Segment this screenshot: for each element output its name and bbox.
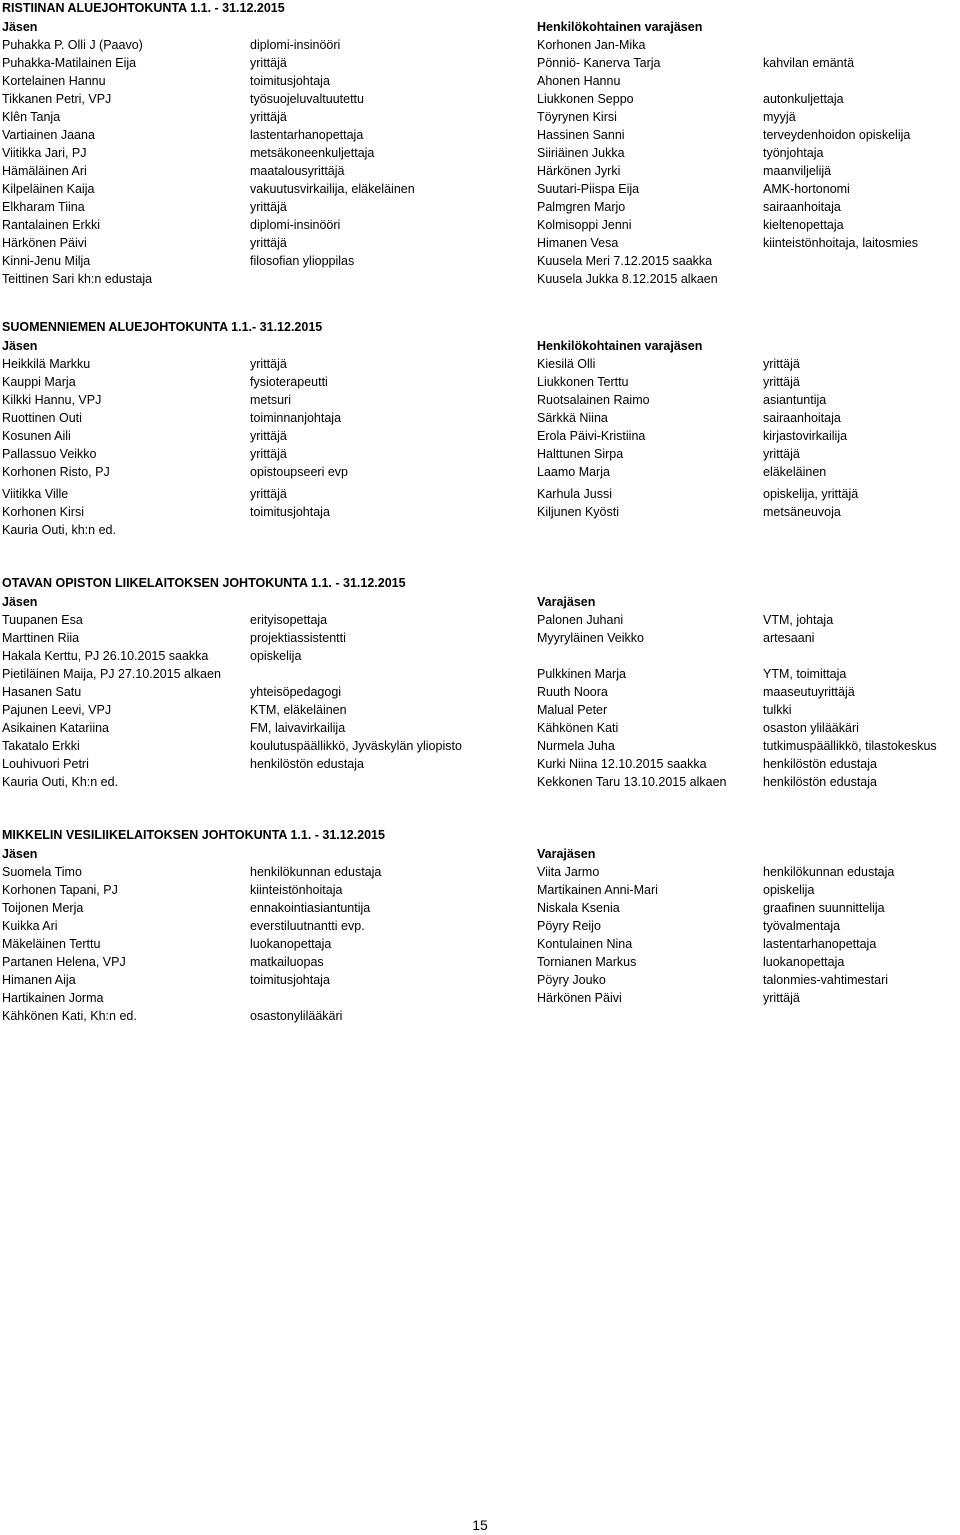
member-name: Partanen Helena, VPJ — [2, 955, 126, 969]
header-member: Jäsen — [2, 847, 38, 861]
deputy-name: Ruotsalainen Raimo — [537, 393, 650, 407]
member-occupation: toiminnanjohtaja — [250, 411, 342, 425]
deputy-occupation: maanviljelijä — [763, 164, 832, 178]
table-row — [0, 684, 960, 702]
deputy-name: Martikainen Anni-Mari — [537, 883, 658, 897]
member-name: Suomela Timo — [2, 865, 82, 879]
member-name: Kilpeläinen Kaija — [2, 182, 95, 196]
member-occupation: kiinteistönhoitaja — [250, 883, 343, 897]
deputy-name: Töyrynen Kirsi — [537, 110, 617, 124]
table-header-row — [0, 846, 960, 864]
member-name: Toijonen Merja — [2, 901, 84, 915]
deputy-occupation: maaseutuyrittäjä — [763, 685, 855, 699]
table-row — [0, 374, 960, 392]
table-row — [0, 936, 960, 954]
member-name: Rantalainen Erkki — [2, 218, 100, 232]
deputy-name: Malual Peter — [537, 703, 608, 717]
deputy-occupation: henkilöstön edustaja — [763, 757, 877, 771]
member-name: Takatalo Erkki — [2, 739, 80, 753]
member-name: Härkönen Päivi — [2, 236, 87, 250]
deputy-name: Kolmisoppi Jenni — [537, 218, 632, 232]
table-row — [0, 145, 960, 163]
deputy-occupation: työvalmentaja — [763, 919, 841, 933]
deputy-name: Kekkonen Taru 13.10.2015 alkaen — [537, 775, 727, 789]
member-name: Elkharam Tiina — [2, 200, 85, 214]
table-row — [0, 55, 960, 73]
deputy-occupation: tulkki — [763, 703, 792, 717]
member-occupation: ennakointiasiantuntija — [250, 901, 371, 915]
deputy-occupation: yrittäjä — [763, 357, 800, 371]
deputy-name: Kuusela Jukka 8.12.2015 alkaen — [537, 272, 718, 286]
member-name: Ruottinen Outi — [2, 411, 82, 425]
member-occupation: matkailuopas — [250, 955, 324, 969]
member-occupation: FM, laivavirkailija — [250, 721, 346, 735]
header-deputy: Henkilökohtainen varajäsen — [537, 20, 703, 34]
deputy-name: Pöyry Jouko — [537, 973, 606, 987]
deputy-name: Härkönen Päivi — [537, 991, 622, 1005]
deputy-name: Pöyry Reijo — [537, 919, 601, 933]
member-occupation: työsuojeluvaltuutettu — [250, 92, 364, 106]
member-name: Kuikka Ari — [2, 919, 58, 933]
deputy-name: Halttunen Sirpa — [537, 447, 624, 461]
deputy-name: Niskala Ksenia — [537, 901, 620, 915]
member-name: Klên Tanja — [2, 110, 61, 124]
member-name: Vartiainen Jaana — [2, 128, 95, 142]
deputy-occupation: sairaanhoitaja — [763, 200, 841, 214]
table-row — [0, 392, 960, 410]
table-row — [0, 720, 960, 738]
member-name: Himanen Aija — [2, 973, 76, 987]
table-row — [0, 666, 960, 684]
member-occupation: vakuutusvirkailija, eläkeläinen — [250, 182, 415, 196]
member-occupation: yhteisöpedagogi — [250, 685, 342, 699]
deputy-occupation: opiskelija, yrittäjä — [763, 487, 859, 501]
table-row — [0, 702, 960, 720]
member-occupation: henkilökunnan edustaja — [250, 865, 382, 879]
deputy-occupation: VTM, johtaja — [763, 613, 834, 627]
table-row — [0, 464, 960, 482]
header-deputy: Henkilökohtainen varajäsen — [537, 339, 703, 353]
table-row — [0, 127, 960, 145]
deputy-name: Kurki Niina 12.10.2015 saakka — [537, 757, 707, 771]
table-row — [0, 109, 960, 127]
deputy-occupation: graafinen suunnittelija — [763, 901, 885, 915]
header-deputy: Varajäsen — [537, 847, 596, 861]
member-name: Tuupanen Esa — [2, 613, 83, 627]
table-row — [0, 37, 960, 55]
table-row — [0, 271, 960, 289]
member-occupation: yrittäjä — [250, 487, 287, 501]
member-occupation: erityisopettaja — [250, 613, 328, 627]
table-row — [0, 217, 960, 235]
deputy-occupation: autonkuljettaja — [763, 92, 844, 106]
deputy-occupation: henkilöstön edustaja — [763, 775, 877, 789]
member-name: Teittinen Sari kh:n edustaja — [2, 272, 153, 286]
deputy-occupation: työnjohtaja — [763, 146, 824, 160]
deputy-name: Kuusela Meri 7.12.2015 saakka — [537, 254, 713, 268]
header-member: Jäsen — [2, 339, 38, 353]
member-name: Kosunen Aili — [2, 429, 71, 443]
member-name: Pallassuo Veikko — [2, 447, 97, 461]
deputy-occupation: asiantuntija — [763, 393, 827, 407]
member-occupation: toimitusjohtaja — [250, 505, 330, 519]
deputy-name: Palmgren Marjo — [537, 200, 626, 214]
deputy-name: Kiesilä Olli — [537, 357, 596, 371]
table-row — [0, 163, 960, 181]
table-row — [0, 356, 960, 374]
deputy-occupation: luokanopettaja — [763, 955, 845, 969]
deputy-name: Suutari-Piispa Eija — [537, 182, 640, 196]
member-name: Viitikka Ville — [2, 487, 69, 501]
deputy-occupation: opiskelija — [763, 883, 815, 897]
member-name: Heikkilä Markku — [2, 357, 91, 371]
member-occupation: toimitusjohtaja — [250, 74, 330, 88]
deputy-occupation: lastentarhanopettaja — [763, 937, 877, 951]
member-name: Kähkönen Kati, Kh:n ed. — [2, 1009, 137, 1023]
table-row — [0, 1008, 960, 1026]
table-row — [0, 630, 960, 648]
table-row — [0, 990, 960, 1008]
deputy-occupation: myyjä — [763, 110, 796, 124]
member-name: Hämäläinen Ari — [2, 164, 87, 178]
deputy-name: Nurmela Juha — [537, 739, 615, 753]
member-occupation: osastonylilääkäri — [250, 1009, 343, 1023]
table-row — [0, 410, 960, 428]
deputy-name: Tornianen Markus — [537, 955, 637, 969]
section-title: OTAVAN OPISTON LIIKELAITOKSEN JOHTOKUNTA 1.1. - 31.12.2015 — [2, 576, 406, 590]
member-occupation: henkilöstön edustaja — [250, 757, 364, 771]
deputy-name: Karhula Jussi — [537, 487, 613, 501]
table-row — [0, 882, 960, 900]
deputy-name: Pönniö- Kanerva Tarja — [537, 56, 661, 70]
table-row — [0, 954, 960, 972]
member-name: Mäkeläinen Terttu — [2, 937, 101, 951]
deputy-occupation: tutkimuspäällikkö, tilastokeskus — [763, 739, 937, 753]
member-occupation: toimitusjohtaja — [250, 973, 330, 987]
table-row — [0, 504, 960, 522]
header-member: Jäsen — [2, 595, 38, 609]
deputy-occupation: sairaanhoitaja — [763, 411, 841, 425]
deputy-occupation: artesaani — [763, 631, 815, 645]
deputy-name: Kiljunen Kyösti — [537, 505, 619, 519]
deputy-occupation: talonmies-vahtimestari — [763, 973, 889, 987]
deputy-name: Himanen Vesa — [537, 236, 619, 250]
table-row — [0, 91, 960, 109]
section-title: MIKKELIN VESILIIKELAITOKSEN JOHTOKUNTA 1.1. - 31.12.2015 — [2, 828, 385, 842]
deputy-occupation: yrittäjä — [763, 991, 800, 1005]
deputy-name: Siiriäinen Jukka — [537, 146, 625, 160]
member-name: Hartikainen Jorma — [2, 991, 104, 1005]
deputy-occupation: AMK-hortonomi — [763, 182, 850, 196]
member-occupation: yrittäjä — [250, 200, 287, 214]
member-name: Kauria Outi, kh:n ed. — [2, 523, 116, 537]
member-name: Kauppi Marja — [2, 375, 76, 389]
deputy-name: Liukkonen Terttu — [537, 375, 629, 389]
table-row — [0, 900, 960, 918]
member-occupation: diplomi-insinööri — [250, 218, 341, 232]
table-row — [0, 648, 960, 666]
member-name: Puhakka-Matilainen Eija — [2, 56, 137, 70]
member-occupation: filosofian ylioppilas — [250, 254, 355, 268]
table-row — [0, 918, 960, 936]
member-name: Korhonen Tapani, PJ — [2, 883, 118, 897]
table-row — [0, 972, 960, 990]
deputy-name: Korhonen Jan-Mika — [537, 38, 646, 52]
deputy-occupation: yrittäjä — [763, 447, 800, 461]
deputy-name: Liukkonen Seppo — [537, 92, 634, 106]
header-deputy: Varajäsen — [537, 595, 596, 609]
deputy-name: Myyryläinen Veikko — [537, 631, 644, 645]
member-occupation: yrittäjä — [250, 236, 287, 250]
deputy-occupation: eläkeläinen — [763, 465, 827, 479]
member-name: Puhakka P. Olli J (Paavo) — [2, 38, 143, 52]
deputy-occupation: osaston ylilääkäri — [763, 721, 859, 735]
deputy-name: Erola Päivi-Kristiina — [537, 429, 646, 443]
page-number: 15 — [472, 1517, 488, 1533]
member-occupation: opiskelija — [250, 649, 302, 663]
member-occupation: yrittäjä — [250, 447, 287, 461]
table-row — [0, 864, 960, 882]
member-occupation: luokanopettaja — [250, 937, 332, 951]
member-name: Marttinen Riia — [2, 631, 80, 645]
table-header-row — [0, 338, 960, 356]
member-occupation: yrittäjä — [250, 357, 287, 371]
section-title: SUOMENNIEMEN ALUEJOHTOKUNTA 1.1.- 31.12.2015 — [2, 320, 323, 334]
member-occupation: diplomi-insinööri — [250, 38, 341, 52]
member-name: Korhonen Risto, PJ — [2, 465, 110, 479]
table-row — [0, 486, 960, 504]
deputy-name: Ahonen Hannu — [537, 74, 621, 88]
deputy-name: Viita Jarmo — [537, 865, 600, 879]
member-occupation: koulutuspäällikkö, Jyväskylän yliopisto — [250, 739, 462, 753]
deputy-occupation: kiinteistönhoitaja, laitosmies — [763, 236, 918, 250]
deputy-name: Laamo Marja — [537, 465, 610, 479]
member-occupation: lastentarhanopettaja — [250, 128, 364, 142]
deputy-occupation: kieltenopettaja — [763, 218, 844, 232]
deputy-occupation: kahvilan emäntä — [763, 56, 855, 70]
table-row — [0, 446, 960, 464]
table-header-row — [0, 594, 960, 612]
member-name: Tikkanen Petri, VPJ — [2, 92, 112, 106]
member-name: Hakala Kerttu, PJ 26.10.2015 saakka — [2, 649, 209, 663]
section-title: RISTIINAN ALUEJOHTOKUNTA 1.1. - 31.12.2015 — [2, 1, 285, 15]
member-name: Kinni-Jenu Milja — [2, 254, 91, 268]
deputy-occupation: YTM, toimittaja — [763, 667, 847, 681]
member-name: Louhivuori Petri — [2, 757, 89, 771]
member-occupation: fysioterapeutti — [250, 375, 328, 389]
member-occupation: yrittäjä — [250, 110, 287, 124]
member-name: Kauria Outi, Kh:n ed. — [2, 775, 119, 789]
table-header-row — [0, 19, 960, 37]
member-name: Korhonen Kirsi — [2, 505, 84, 519]
member-occupation: metsuri — [250, 393, 291, 407]
deputy-name: Kähkönen Kati — [537, 721, 619, 735]
deputy-name: Ruuth Noora — [537, 685, 608, 699]
header-member: Jäsen — [2, 20, 38, 34]
table-row — [0, 756, 960, 774]
member-name: Viitikka Jari, PJ — [2, 146, 87, 160]
deputy-name: Palonen Juhani — [537, 613, 624, 627]
deputy-occupation: metsäneuvoja — [763, 505, 841, 519]
member-name: Pajunen Leevi, VPJ — [2, 703, 112, 717]
deputy-occupation: yrittäjä — [763, 375, 800, 389]
table-row — [0, 181, 960, 199]
deputy-name: Härkönen Jyrki — [537, 164, 621, 178]
table-row — [0, 774, 960, 792]
deputy-name: Hassinen Sanni — [537, 128, 625, 142]
table-row — [0, 428, 960, 446]
deputy-occupation: terveydenhoidon opiskelija — [763, 128, 911, 142]
member-occupation: projektiassistentti — [250, 631, 346, 645]
deputy-name: Kontulainen Nina — [537, 937, 633, 951]
table-row — [0, 235, 960, 253]
table-row — [0, 612, 960, 630]
member-name: Kilkki Hannu, VPJ — [2, 393, 102, 407]
member-name: Pietiläinen Maija, PJ 27.10.2015 alkaen — [2, 667, 221, 681]
member-name: Asikainen Katariina — [2, 721, 110, 735]
table-row — [0, 738, 960, 756]
deputy-occupation: henkilökunnan edustaja — [763, 865, 895, 879]
member-occupation: KTM, eläkeläinen — [250, 703, 347, 717]
member-name: Kortelainen Hannu — [2, 74, 106, 88]
deputy-occupation: kirjastovirkailija — [763, 429, 848, 443]
table-row — [0, 73, 960, 91]
member-occupation: opistoupseeri evp — [250, 465, 348, 479]
table-row — [0, 253, 960, 271]
deputy-name: Pulkkinen Marja — [537, 667, 626, 681]
member-occupation: yrittäjä — [250, 429, 287, 443]
member-occupation: yrittäjä — [250, 56, 287, 70]
member-name: Hasanen Satu — [2, 685, 82, 699]
member-occupation: maatalousyrittäjä — [250, 164, 345, 178]
member-occupation: everstiluutnantti evp. — [250, 919, 365, 933]
table-row — [0, 522, 960, 540]
member-occupation: metsäkoneenkuljettaja — [250, 146, 375, 160]
table-row — [0, 199, 960, 217]
deputy-name: Särkkä Niina — [537, 411, 608, 425]
